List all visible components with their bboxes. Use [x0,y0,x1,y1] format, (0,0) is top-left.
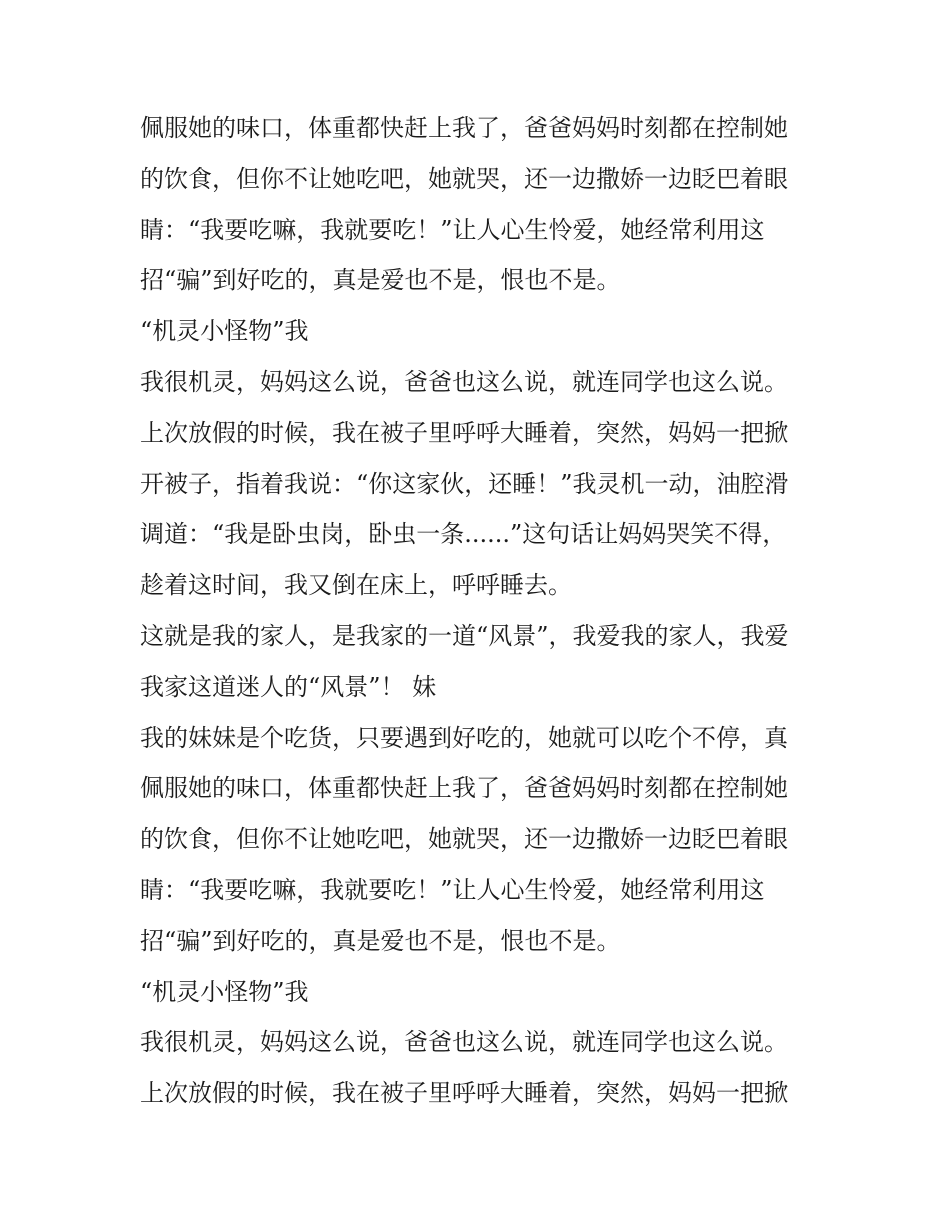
section-heading: “机灵小怪物”我 [140,317,309,346]
text-line: 佩服她的味口，体重都快赶上我了，爸爸妈妈时刻都在控制她 [140,114,788,142]
text-line: 趁着这时间，我又倒在床上，呼呼睡去。 [140,571,572,600]
text-line: 的饮食，但你不让她吃吧，她就哭，还一边撒娇一边眨巴着眼 [140,164,788,193]
text-line: 我的妹妹是个吃货，只要遇到好吃的，她就可以吃个不停，真 [140,723,788,752]
text-line: 上次放假的时候，我在被子里呼呼大睡着，突然，妈妈一把掀 [140,418,788,447]
text-line: 招“骗”到好吃的，真是爱也不是，恨也不是。 [140,266,621,295]
text-line: 调道：“我是卧虫岗，卧虫一条......”这句话让妈妈哭笑不得， [140,520,787,549]
section-heading: “机灵小怪物”我 [140,977,309,1006]
text-line: 上次放假的时候，我在被子里呼呼大睡着，突然，妈妈一把掀 [140,1079,788,1108]
text-line: 佩服她的味口，体重都快赶上我了，爸爸妈妈时刻都在控制她 [140,774,788,803]
text-line: 睛：“我要吃嘛，我就要吃！”让人心生怜爱，她经常利用这 [140,215,765,244]
text-line: 招“骗”到好吃的，真是爱也不是，恨也不是。 [140,926,621,955]
text-line: 的饮食，但你不让她吃吧，她就哭，还一边撒娇一边眨巴着眼 [140,825,788,854]
text-line: 我很机灵，妈妈这么说，爸爸也这么说，就连同学也这么说。 [140,1028,788,1057]
text-line: 我很机灵，妈妈这么说，爸爸也这么说，就连同学也这么说。 [140,367,788,396]
body-text [140,103,840,1119]
text-line: 开被子，指着我说：“你这家伙，还睡！”我灵机一动，油腔滑 [140,469,789,498]
text-line: 睛：“我要吃嘛，我就要吃！”让人心生怜爱，她经常利用这 [140,875,765,904]
text-line: 我家这道迷人的“风景”！ 妹 [140,672,437,701]
text-line: 这就是我的家人，是我家的一道“风景”，我爱我的家人，我爱 [140,621,789,650]
